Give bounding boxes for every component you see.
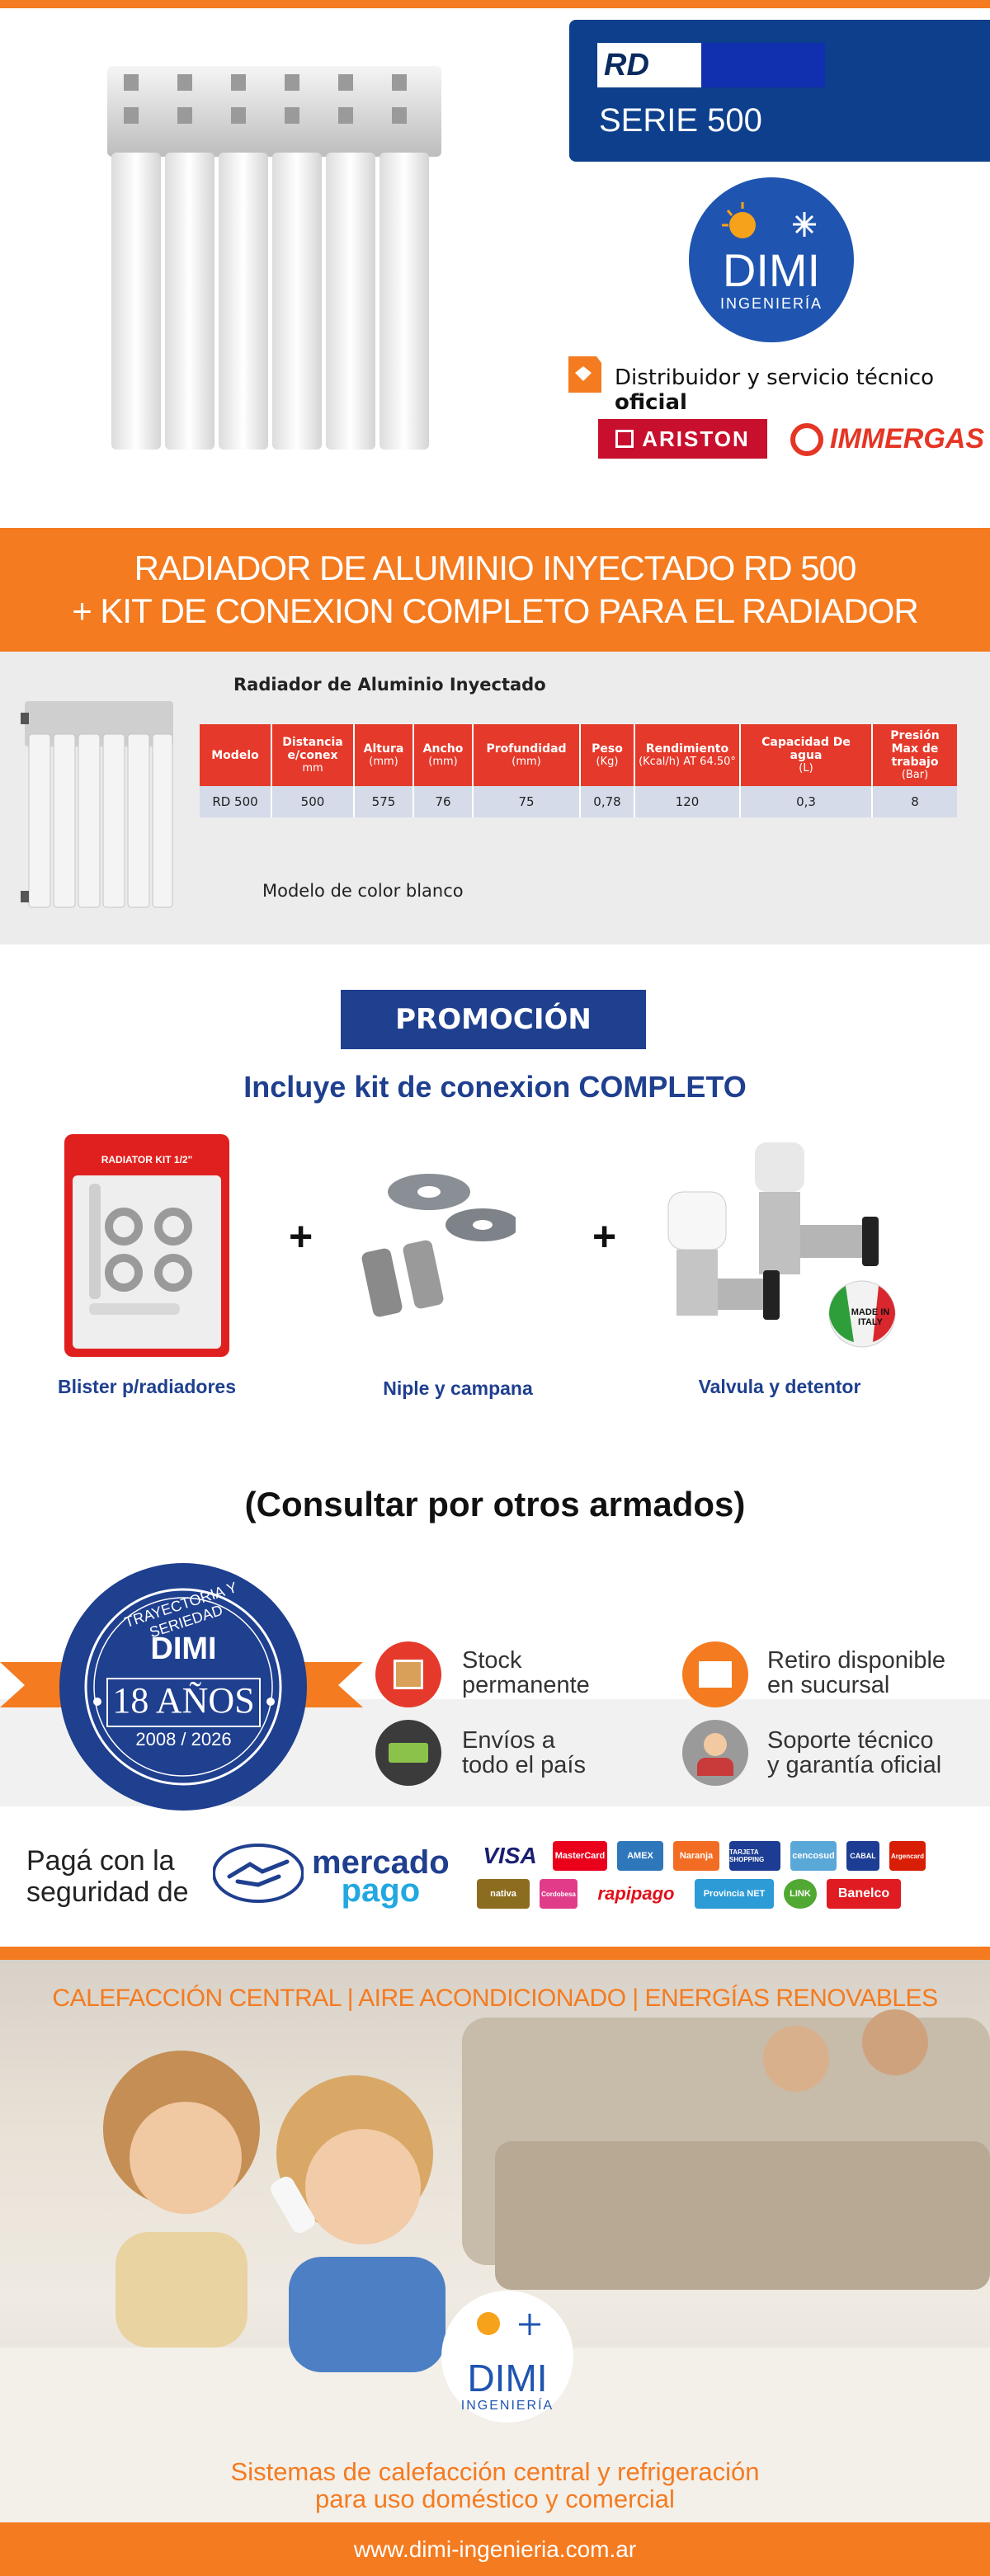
handshake-icon: [213, 1844, 304, 1903]
store-icon: [682, 1641, 748, 1707]
spec-title: Radiador de Aluminio Inyectado: [233, 675, 546, 695]
product-banner: [0, 528, 990, 652]
table-row: [200, 786, 957, 817]
provincia-net-logo: Provincia NET: [695, 1879, 774, 1909]
spec-cell: 0,3: [740, 786, 872, 817]
kit-caption: Niple y campana: [383, 1377, 533, 1399]
nativa-logo: nativa: [477, 1879, 530, 1909]
dimi-logo-name: DIMI: [722, 244, 821, 296]
spec-cell: 500: [271, 786, 354, 817]
naranja-logo: Naranja: [673, 1841, 719, 1871]
link-logo: LINK: [784, 1879, 817, 1909]
dimi-logo-bottom-name: DIMI: [467, 2357, 548, 2399]
spec-cell: 8: [872, 786, 957, 817]
spec-cell: 120: [634, 786, 740, 817]
model-header-box: [569, 20, 990, 162]
spec-col-header: Altura (mm): [354, 724, 413, 786]
shopping-logo: TARJETA SHOPPING: [729, 1841, 780, 1871]
immergas-ring-icon: [790, 423, 823, 456]
seal-years: 18 AÑOS: [112, 1680, 255, 1721]
spec-cell: 0,78: [580, 786, 634, 817]
spec-col-header: Ancho (mm): [413, 724, 473, 786]
blister-label: RADIATOR KIT 1/2": [101, 1154, 193, 1166]
banner-line-1: RADIADOR DE ALUMINIO INYECTADO RD 500: [134, 549, 856, 587]
niple-campana-image: [342, 1159, 516, 1324]
seal-name: DIMI: [150, 1632, 217, 1666]
amex-logo: AMEX: [617, 1841, 663, 1871]
payment-text: Pagá con la seguridad de: [26, 1845, 189, 1908]
family-photo: [0, 1960, 990, 2522]
seal-range: 2008 / 2026: [135, 1729, 232, 1750]
spec-cell: 75: [473, 786, 580, 817]
fittings-icon: [81, 1184, 213, 1340]
dimi-logo-sub: INGENIERÍA: [719, 295, 823, 312]
house-icon: [615, 430, 634, 448]
spec-col-header: Capacidad De agua (L): [740, 724, 872, 786]
family-photo-illustration: [0, 1960, 990, 2522]
kit-caption: Valvula y detentor: [698, 1376, 861, 1397]
cabal-logo: CABAL: [846, 1841, 879, 1871]
visa-logo: VISA: [477, 1841, 543, 1871]
model-code-highlight: [701, 43, 825, 87]
mercadopago-logo: mercado pago: [312, 1844, 450, 1909]
bottom-accent-bar: [0, 1947, 990, 1960]
spec-col-header: Presión Max de trabajo (Bar): [872, 724, 957, 786]
argencard-logo: Argencard: [889, 1841, 926, 1871]
model-code: RD: [597, 43, 779, 87]
support-agent-icon: [682, 1720, 748, 1786]
made-in-italy-badge: MADE IN ITALY: [851, 1307, 890, 1327]
truck-icon: [375, 1720, 441, 1786]
plus-sign: +: [289, 1213, 314, 1260]
spec-note: Modelo de color blanco: [262, 881, 464, 901]
spec-cell: RD 500: [200, 786, 271, 817]
spec-col-header: Distancia e/conex mm: [271, 724, 354, 786]
spec-col-header: Peso (Kg): [580, 724, 634, 786]
spec-header-row: [200, 724, 957, 786]
spec-cell: 575: [354, 786, 413, 817]
website-url[interactable]: www.dimi-ingenieria.com.ar: [353, 2536, 637, 2562]
promo-badge: PROMOCIÓN: [341, 990, 646, 1049]
seal-arc-text: TRAYECTORIA Y SERIEDAD: [122, 1579, 239, 1641]
consult-text: (Consultar por otros armados): [244, 1485, 746, 1523]
box-icon: [375, 1641, 441, 1707]
promo-subtitle: Incluye kit de conexion COMPLETO: [243, 1070, 747, 1104]
mastercard-logo: MasterCard: [553, 1841, 607, 1871]
spec-col-header: Modelo: [200, 724, 271, 786]
tagline: Sistemas de calefacción central y refrigeración para uso doméstico y comercial: [230, 2457, 760, 2513]
feature-text: Envíos a todo el país: [462, 1727, 586, 1778]
cencosud-logo: cencosud: [790, 1841, 837, 1871]
kit-caption: Blister p/radiadores: [57, 1376, 237, 1397]
banelco-logo: Banelco: [827, 1879, 901, 1909]
radiator-thumbnail: [21, 701, 177, 916]
rapipago-logo: rapipago: [587, 1879, 685, 1909]
dimi-logo-bottom-sub: INGENIERÍA: [460, 2399, 554, 2413]
spec-col-header: Rendimiento (Kcal/h) AT 64.50°: [634, 724, 740, 786]
cordobesa-logo: Cordobesa: [540, 1879, 578, 1909]
radiator-image: [107, 66, 441, 454]
services-headline: CALEFACCIÓN CENTRAL | AIRE ACONDICIONADO | ENERGÍAS RENOVABLES: [52, 1985, 938, 2012]
handshake-badge-icon: [563, 353, 603, 396]
spec-col-header: Profundidad (mm): [473, 724, 580, 786]
plus-sign: +: [592, 1213, 617, 1260]
ariston-logo: ARISTON: [598, 419, 767, 459]
banner-line-2: + KIT DE CONEXION COMPLETO PARA EL RADIADOR: [72, 591, 918, 630]
feature-text: Stock permanente: [462, 1647, 590, 1698]
spec-cell: 76: [413, 786, 473, 817]
spec-table: [200, 724, 957, 817]
blister-kit-image: [64, 1134, 229, 1357]
immergas-logo: IMMERGAS: [790, 417, 988, 462]
website-link[interactable]: [0, 2522, 990, 2576]
feature-text: Soporte técnico y garantía oficial: [767, 1727, 942, 1778]
model-series: SERIE 500: [599, 102, 762, 139]
distributor-text: Distribuidor y servicio técnico oficial: [615, 365, 935, 415]
top-accent-bar: [0, 0, 990, 8]
feature-text: Retiro disponible en sucursal: [767, 1647, 946, 1698]
payment-logos: [477, 1841, 964, 1909]
